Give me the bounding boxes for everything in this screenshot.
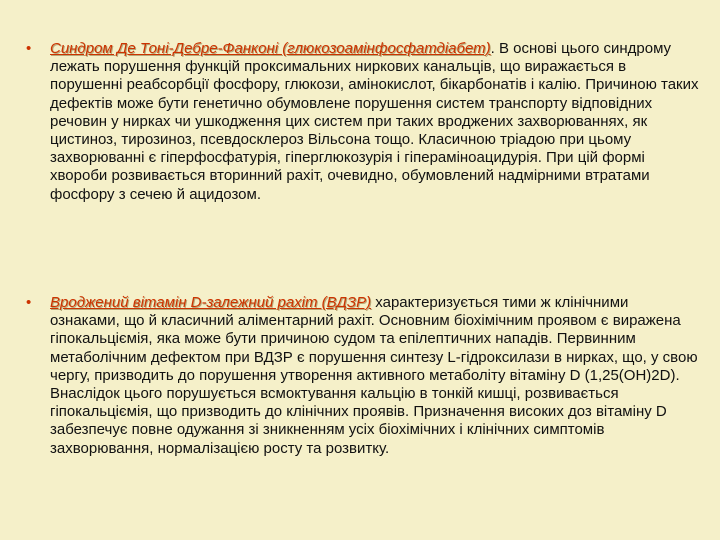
term-fanconi-syndrome: Синдром Де Тоні-Дебре-Фанконі (глюкозоамінфосфатдіабет) xyxy=(50,40,491,57)
bullet-item-fanconi-syndrome xyxy=(26,40,700,204)
bullet-icon: • xyxy=(26,294,32,311)
term-vitamin-d-dependent-rickets: Вроджений вітамін D-залежний рахіт (ВДЗР) xyxy=(50,294,372,311)
description-fanconi-syndrome: . В основі цього синдрому лежать порушення функцій проксимальних ниркових канальців, що виражається в порушенні реабсорбції фосфору, глюкози, амінокислот, бікарбонатів і калію. Причиною таких дефектів може бути генетично обумовлене порушення систем транспорту відповідних речовин у нирках чи ушкодження цих систем при таких вроджених захворюваннях, як цистиноз, тирозиноз, псевдосклероз Вільсона тощо. Класичною тріадою при цьому захворюванні є гіперфосфатурія, гіперглюкозурія і гіпераміноацидурія. При цій формі хвороби розвивається вторинний рахіт, очевидно, обумовлений надмірними втратами фосфору з сечею й ацидозом. xyxy=(50,40,699,203)
bullet-icon: • xyxy=(26,40,32,57)
bullet-item-vitamin-d-dependent-rickets xyxy=(26,294,700,458)
description-vitamin-d-dependent-rickets: характеризується тими ж клінічними ознаками, що й класичний аліментарний рахіт. Основним біохімічним проявом є виражена гіпокальціємія, яка може бути причиною судом та епілептичних нападів. Первинним метаболічним дефектом при ВДЗР є порушення синтезу L-гідроксилази в нирках, що, у свою чергу, призводить до порушення утворення активного метаболіту вітаміну D (1,25(ОН)2D). Внаслідок цього порушується всмоктування кальцію в тонкій кишці, розвивається гіпокальціємія, що призводить до клінічних проявів. Призначення високих доз вітаміну D забезпечує повне одужання зі зникненням усіх біохімічних і клінічних симптомів захворювання, нормалізацією росту та розвитку. xyxy=(50,294,698,457)
